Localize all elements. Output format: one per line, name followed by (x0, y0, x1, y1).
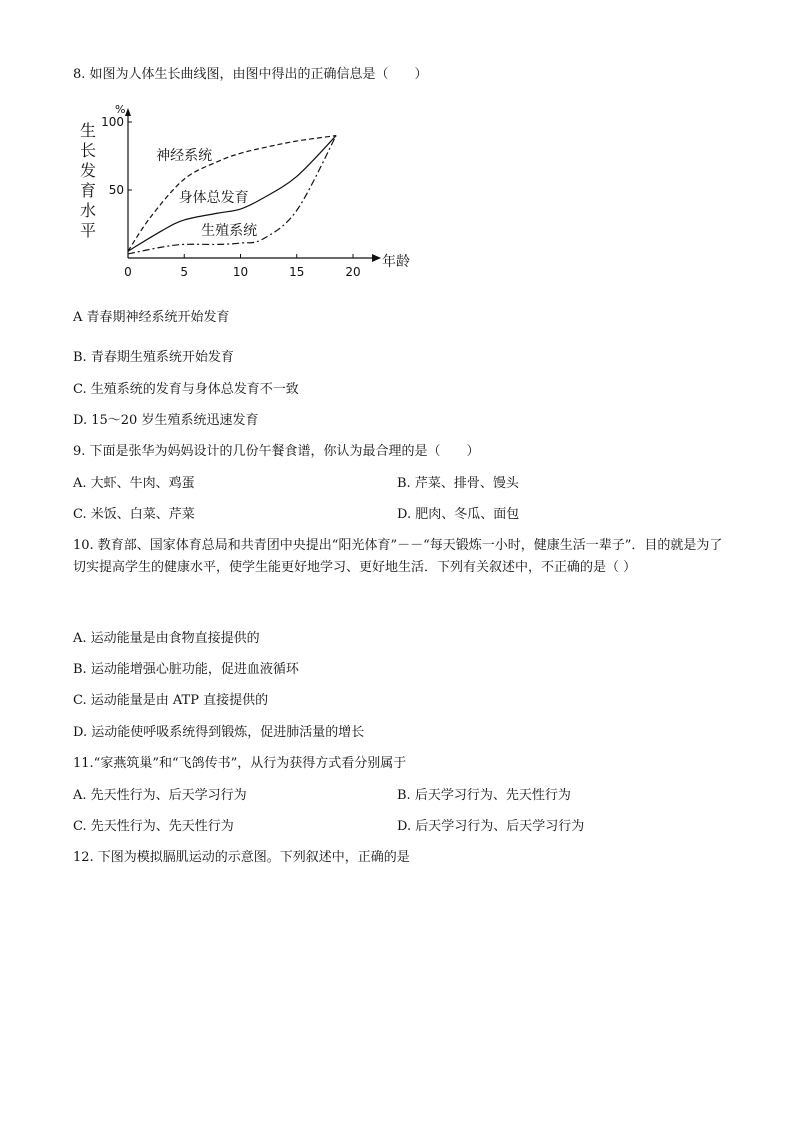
q9-option-c[interactable]: C. 米饭、白菜、芹菜 (73, 507, 195, 522)
series-label: 身体总发育 (178, 190, 249, 207)
y-axis-label-char: 发 (80, 161, 97, 180)
q8-option-b[interactable]: B. 青春期生殖系统开始发育 (73, 350, 234, 365)
question-9-stem: 9. 下面是张华为妈妈设计的几份午餐食谱，你认为最合理的是（ ） (73, 444, 480, 459)
y-axis-unit: % (115, 103, 126, 116)
y-tick-label: 50 (108, 183, 124, 197)
question-11-stem: 11.“家燕筑巢”和“飞鸽传书”，从行为获得方式看分别属于 (73, 756, 407, 771)
series-label: 神经系统 (156, 148, 213, 165)
series-label: 生殖系统 (201, 222, 258, 239)
y-axis-label-char: 水 (80, 201, 97, 220)
q11-option-b[interactable]: B. 后天学习行为、先天性行为 (397, 788, 571, 803)
y-axis-arrow (125, 108, 131, 116)
x-axis-arrow (372, 254, 381, 262)
x-tick-label: 5 (180, 265, 189, 279)
x-tick-label: 20 (345, 265, 361, 279)
y-axis-label-char: 平 (80, 221, 97, 240)
x-tick-label: 15 (289, 265, 305, 279)
question-10-stem: 10. 教育部、国家体育总局和共青团中央提出“阳光体育”－－“每天锻炼一小时，健康生活一辈子”．目的就是为了切实提高学生的健康水平，使学生能更好地学习、更好地生活．下列有关叙述中，不正确的是（ ） (73, 538, 723, 575)
question-12-stem: 12. 下图为模拟膈肌运动的示意图。下列叙述中，正确的是 (73, 850, 410, 865)
growth-curve-chart (74, 100, 434, 280)
q10-option-b[interactable]: B. 运动能增强心脏功能，促进血液循环 (73, 662, 299, 677)
q9-option-d[interactable]: D. 肥肉、冬瓜、面包 (397, 507, 520, 522)
chart-axes (125, 108, 381, 262)
x-tick-label: 0 (124, 265, 132, 279)
q8-option-a[interactable]: A 青春期神经系统开始发育 (73, 310, 230, 325)
q10-option-a[interactable]: A. 运动能量是由食物直接提供的 (73, 631, 260, 646)
q9-option-b[interactable]: B. 芹菜、排骨、馒头 (397, 476, 519, 491)
q10-option-d[interactable]: D. 运动能使呼吸系统得到锻炼，促进肺活量的增长 (73, 725, 365, 740)
y-tick-label: 100 (101, 115, 124, 129)
q10-option-c[interactable]: C. 运动能量是由 ATP 直接提供的 (73, 693, 269, 708)
y-axis-label-char: 长 (80, 141, 97, 160)
q9-option-a[interactable]: A. 大虾、牛肉、鸡蛋 (73, 476, 195, 491)
q11-option-c[interactable]: C. 先天性行为、先天性行为 (73, 819, 234, 834)
q8-option-c[interactable]: C. 生殖系统的发育与身体总发育不一致 (73, 382, 299, 397)
y-axis-label-char: 育 (80, 181, 97, 200)
q11-option-d[interactable]: D. 后天学习行为、后天学习行为 (397, 819, 585, 834)
q11-option-a[interactable]: A. 先天性行为、后天学习行为 (73, 788, 247, 803)
y-axis-label-char: 生 (80, 121, 97, 140)
question-8-stem: 8. 如图为人体生长曲线图，由图中得出的正确信息是（ ） (73, 67, 428, 82)
x-tick-label: 10 (232, 265, 249, 279)
y-axis-label (80, 121, 96, 240)
q8-option-d[interactable]: D. 15～20 岁生殖系统迅速发育 (73, 413, 259, 428)
x-axis-label: 年龄 (382, 254, 410, 270)
